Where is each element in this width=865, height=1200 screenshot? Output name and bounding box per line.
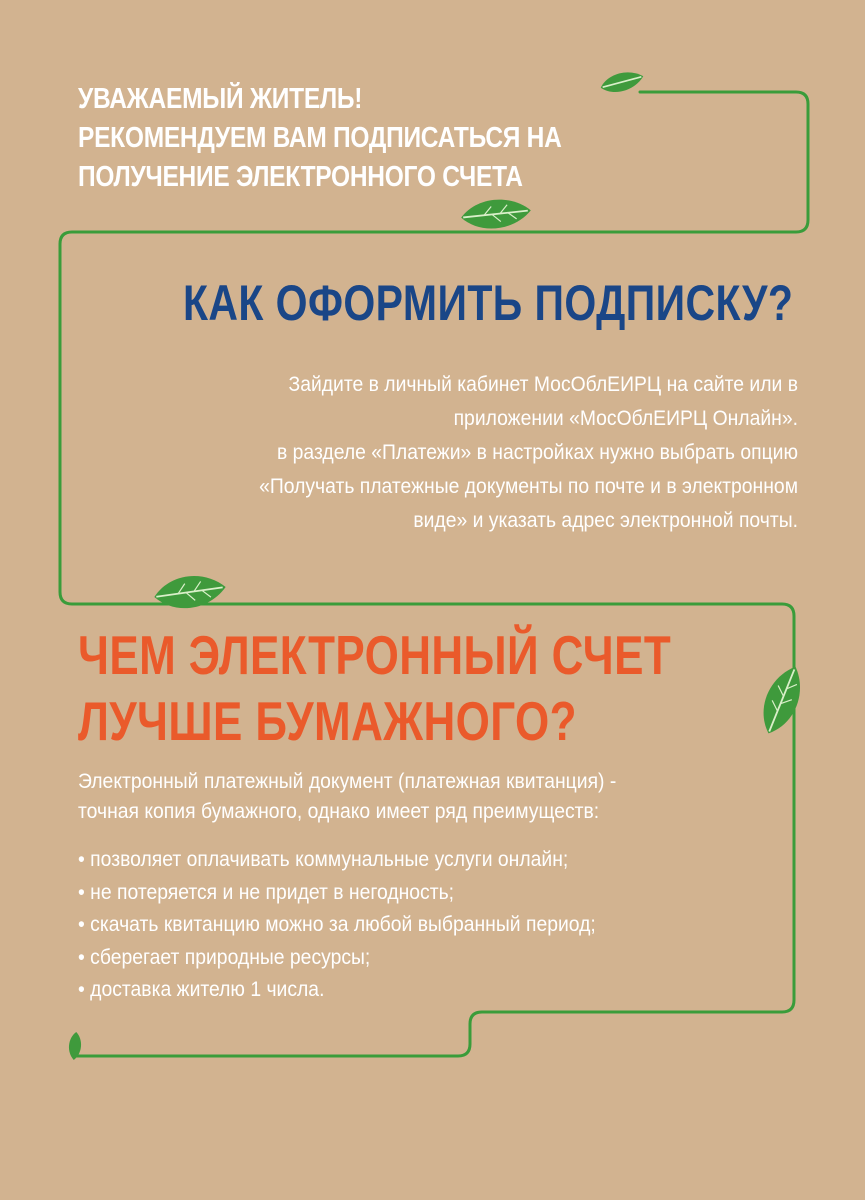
benefits-list: [78, 843, 596, 1006]
how-to-subscribe-heading: КАК ОФОРМИТЬ ПОДПИСКУ?: [182, 275, 793, 331]
advantages-intro: [78, 766, 616, 826]
list-item-text: позволяет оплачивать коммунальные услуги онлайн;: [90, 847, 569, 871]
leaf-icon: [460, 196, 533, 232]
instruction-line: приложении «МосОблЕИРЦ Онлайн».: [453, 406, 798, 430]
list-item: [78, 843, 596, 876]
leaf-icon: [754, 661, 810, 740]
bullet-icon: •: [78, 879, 85, 904]
list-item: [78, 908, 596, 941]
list-item-text: сберегает природные ресурсы;: [90, 944, 371, 969]
list-item: [78, 941, 596, 974]
instruction-line: в разделе «Платежи» в настройках нужно выбрать опцию: [277, 440, 798, 464]
advantages-heading-line-2: ЛУЧШЕ БУМАЖНОГО?: [78, 690, 577, 752]
list-item-text: доставка жителю 1 числа.: [90, 977, 325, 1001]
how-to-instructions: [150, 367, 798, 537]
instruction-line: виде» и указать адрес электронной почты.: [413, 508, 798, 532]
greeting-line-2: РЕКОМЕНДУЕМ ВАМ ПОДПИСАТЬСЯ НА: [78, 122, 562, 154]
list-item-text: не потеряется и не придет в негодность;: [90, 879, 455, 904]
greeting-line-3: ПОЛУЧЕНИЕ ЭЛЕКТРОННОГО СЧЕТА: [78, 161, 523, 193]
instruction-line: Зайдите в личный кабинет МосОблЕИРЦ на сайте или в: [288, 372, 798, 396]
advantages-intro-line-1: Электронный платежный документ (платежная квитанция) -: [78, 769, 617, 793]
bullet-icon: •: [78, 977, 85, 1001]
advantages-heading: [78, 622, 671, 754]
greeting-heading: [78, 80, 628, 197]
list-item: [78, 973, 596, 1006]
greeting-line-1: УВАЖАЕМЫЙ ЖИТЕЛЬ!: [78, 83, 363, 115]
bullet-icon: •: [78, 912, 85, 936]
list-item: [78, 876, 596, 909]
advantages-heading-line-1: ЧЕМ ЭЛЕКТРОННЫЙ СЧЕТ: [78, 624, 672, 686]
bullet-icon: •: [78, 944, 85, 969]
list-item-text: скачать квитанцию можно за любой выбранный период;: [90, 912, 596, 936]
advantages-intro-line-2: точная копия бумажного, однако имеет ряд преимуществ:: [78, 799, 600, 823]
bullet-icon: •: [78, 847, 85, 871]
leaf-icon: [152, 571, 228, 612]
instruction-line: «Получать платежные документы по почте и в электронном: [259, 474, 798, 498]
